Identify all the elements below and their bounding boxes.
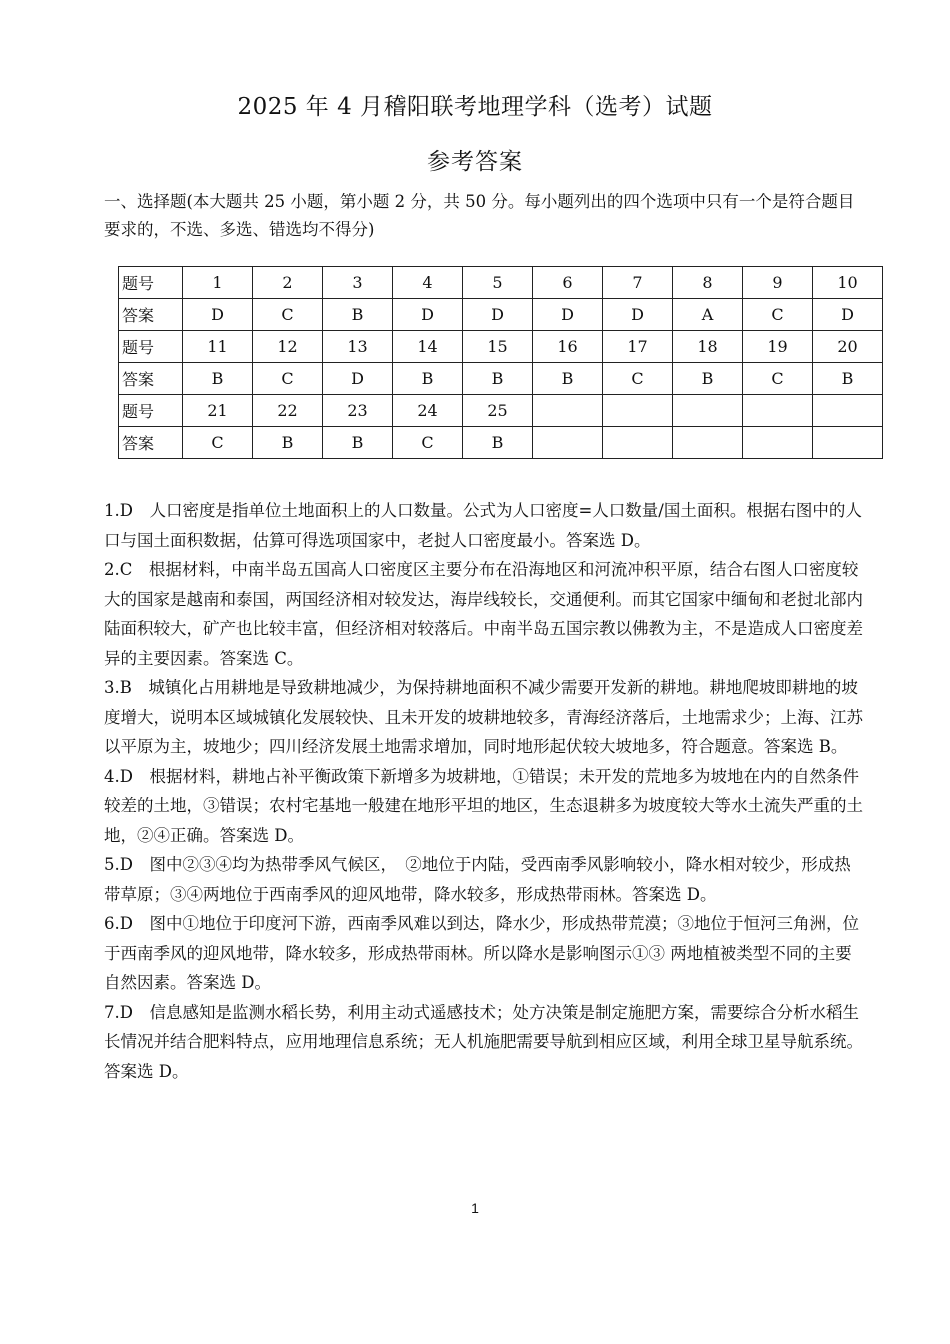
table-cell [813,395,883,427]
table-cell: 题号 [119,267,183,299]
table-cell: C [253,363,323,395]
table-cell: D [323,363,393,395]
table-cell: B [393,363,463,395]
table-cell [603,427,673,459]
table-row [119,331,883,363]
explanation-item: 1.D 人口密度是指单位土地面积上的人口数量。公式为人口密度=人口数量/国土面积。根据右图中的人口与国土面积数据，估算可得选项国家中，老挝人口密度最小。答案选 D。 [104,501,862,550]
table-cell: 题号 [119,331,183,363]
table-cell: B [253,427,323,459]
table-row [119,427,883,459]
table-cell: 20 [813,331,883,363]
table-cell: 17 [603,331,673,363]
table-cell: 6 [533,267,603,299]
table-cell: D [183,299,253,331]
table-cell: B [323,427,393,459]
table-cell: 答案 [119,299,183,331]
table-cell: B [323,299,393,331]
table-cell: 4 [393,267,463,299]
table-cell: B [463,427,533,459]
table-cell: D [603,299,673,331]
table-cell: 答案 [119,427,183,459]
explanations-list [104,496,864,1086]
table-cell: D [393,299,463,331]
table-cell: 2 [253,267,323,299]
table-cell: 7 [603,267,673,299]
table-cell: 3 [323,267,393,299]
table-cell: C [743,299,813,331]
table-cell: 9 [743,267,813,299]
table-cell: 23 [323,395,393,427]
table-cell: 24 [393,395,463,427]
table-cell: 25 [463,395,533,427]
table-cell [673,427,743,459]
table-cell: D [813,299,883,331]
table-row [119,299,883,331]
table-cell: 21 [183,395,253,427]
table-cell [533,395,603,427]
table-cell: 11 [183,331,253,363]
table-cell: B [183,363,253,395]
explanation-item: 6.D 图中①地位于印度河下游，西南季风难以到达，降水少，形成热带荒漠；③地位于恒河三角洲，位于西南季风的迎风地带，降水较多，形成热带雨林。所以降水是影响图示①③ 两地植被类型不同的主要自然因素。答案选 D。 [104,914,859,992]
table-cell: 14 [393,331,463,363]
table-cell [603,395,673,427]
table-row [119,363,883,395]
answer-table [118,266,883,459]
table-cell: B [463,363,533,395]
table-cell: C [603,363,673,395]
table-cell: 10 [813,267,883,299]
table-cell: C [253,299,323,331]
table-cell: 答案 [119,363,183,395]
table-cell [743,395,813,427]
table-row [119,395,883,427]
table-cell: B [673,363,743,395]
table-cell: C [743,363,813,395]
document-subtitle: 参考答案 [427,149,523,175]
table-cell: 13 [323,331,393,363]
page-number: 1 [471,1200,479,1216]
document-title: 2025 年 4 月稽阳联考地理学科（选考）试题 [237,94,713,120]
table-cell: C [393,427,463,459]
table-cell: 22 [253,395,323,427]
table-cell: D [463,299,533,331]
table-cell: 5 [463,267,533,299]
table-cell: 12 [253,331,323,363]
table-cell: A [673,299,743,331]
table-cell [743,427,813,459]
explanation-item: 3.B 城镇化占用耕地是导致耕地减少，为保持耕地面积不减少需要开发新的耕地。耕地爬坡即耕地的坡度增大，说明本区域城镇化发展较快、且未开发的坡耕地较多，青海经济落后，土地需求少；上海、江苏以平原为主，坡地少；四川经济发展土地需求增加，同时地形起伏较大坡地多，符合题意。答案选 B。 [104,678,863,756]
table-cell [673,395,743,427]
table-cell: 18 [673,331,743,363]
table-cell: 8 [673,267,743,299]
table-cell: B [533,363,603,395]
section-heading: 一、选择题(本大题共 25 小题，第小题 2 分，共 50 分。每小题列出的四个选项中只有一个是符合题目要求的，不选、多选、错选均不得分) [104,192,855,239]
table-cell: 19 [743,331,813,363]
table-cell: B [813,363,883,395]
table-cell: 16 [533,331,603,363]
explanation-item: 4.D 根据材料，耕地占补平衡政策下新增多为坡耕地，①错误；未开发的荒地多为坡地在内的自然条件较差的土地，③错误；农村宅基地一般建在地形平坦的地区，生态退耕多为坡度较大等水土流失严重的土地，②④正确。答案选 D。 [104,766,863,845]
table-cell: D [533,299,603,331]
table-cell: 1 [183,267,253,299]
table-row [119,267,883,299]
table-cell: C [183,427,253,459]
explanation-item: 7.D 信息感知是监测水稻长势，利用主动式遥感技术；处方决策是制定施肥方案，需要综合分析水稻生长情况并结合肥料特点，应用地理信息系统；无人机施肥需要导航到相应区域，利用全球卫星导航系统。答案选 D。 [104,1002,863,1081]
table-cell: 题号 [119,395,183,427]
table-cell [813,427,883,459]
table-cell [533,427,603,459]
explanation-item: 2.C 根据材料，中南半岛五国高人口密度区主要分布在沿海地区和河流冲积平原，结合右图人口密度较大的国家是越南和泰国，两国经济相对较发达，海岸线较长，交通便利。而其它国家中缅甸和老挝北部内陆面积较大，矿产也比较丰富，但经济相对较落后。中南半岛五国宗教以佛教为主，不是造成人口密度差异的主要因素。答案选 C。 [104,560,863,668]
table-cell: 15 [463,331,533,363]
explanation-item: 5.D 图中②③④均为热带季风气候区， ②地位于内陆，受西南季风影响较小，降水相对较少，形成热带草原；③④两地位于西南季风的迎风地带，降水较多，形成热带雨林。答案选 D。 [104,855,851,904]
